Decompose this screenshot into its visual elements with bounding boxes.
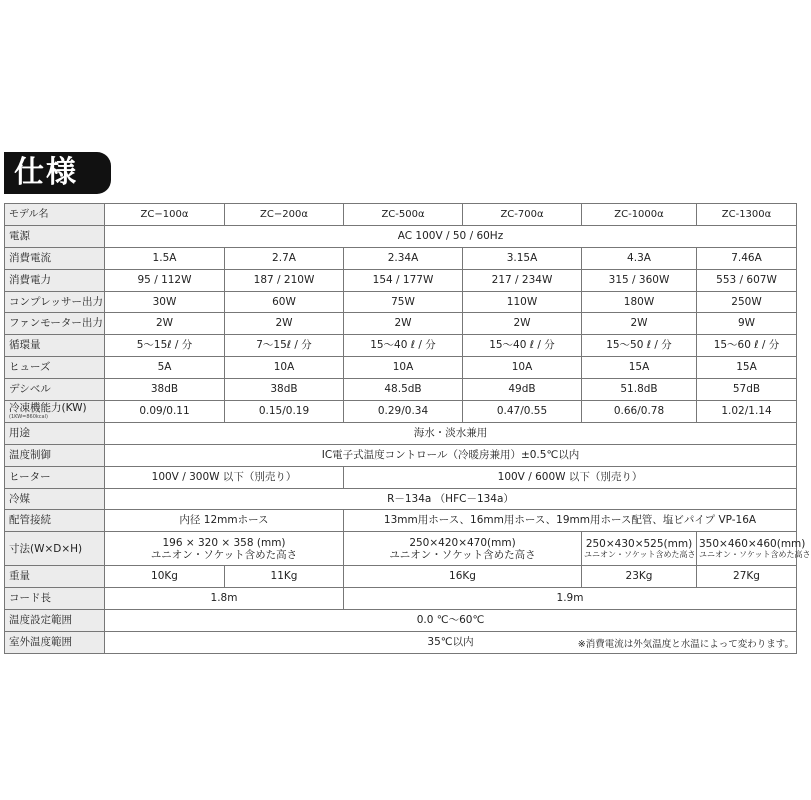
refrigerant-value: R－134a （HFC－134a）: [105, 488, 797, 510]
current-cell: 3.15A: [463, 247, 582, 269]
row-decibel: [5, 379, 797, 401]
row-fuse: [5, 357, 797, 379]
row-temp-control: [5, 444, 797, 466]
cord-length-cell: 1.9m: [344, 588, 797, 610]
cord-length-cell: 1.8m: [105, 588, 344, 610]
label-circulation: 循環量: [5, 335, 105, 357]
fuse-cell: 15A: [697, 357, 797, 379]
circulation-cell: 7～15ℓ / 分: [225, 335, 344, 357]
label-dimensions: 寸法(W×D×H): [5, 532, 105, 566]
label-power-source: 電源: [5, 225, 105, 247]
label-heater: ヒーター: [5, 466, 105, 488]
power-cell: 217 / 234W: [463, 269, 582, 291]
usage-value: 海水・淡水兼用: [105, 422, 797, 444]
model-cell: ZC−200α: [225, 204, 344, 226]
compressor-cell: 75W: [344, 291, 463, 313]
piping-cell: 内径 12mmホース: [105, 510, 344, 532]
dimension-note: ユニオン・ソケット含めた高さ: [584, 550, 696, 560]
circulation-cell: 15～40 ℓ / 分: [463, 335, 582, 357]
dimension-cell: [344, 532, 582, 566]
row-power: [5, 269, 797, 291]
model-cell: ZC-700α: [463, 204, 582, 226]
compressor-cell: 30W: [105, 291, 225, 313]
dimension-note: ユニオン・ソケット含めた高さ: [389, 548, 536, 561]
dimension-size: 350×460×460(mm): [699, 538, 806, 551]
row-cord-length: [5, 588, 797, 610]
cooling-cell: 0.47/0.55: [463, 401, 582, 423]
power-cell: 154 / 177W: [344, 269, 463, 291]
row-circulation: [5, 335, 797, 357]
row-dimensions: [5, 532, 797, 566]
label-piping: 配管接続: [5, 510, 105, 532]
circulation-cell: 15～60 ℓ / 分: [697, 335, 797, 357]
label-cooling-capacity: [5, 401, 105, 423]
weight-cell: 16Kg: [344, 566, 582, 588]
row-temp-range: [5, 610, 797, 632]
fan-motor-cell: 2W: [463, 313, 582, 335]
label-refrigerant: 冷媒: [5, 488, 105, 510]
spec-table: [4, 203, 811, 654]
row-model: [5, 204, 797, 226]
label-decibel: デシベル: [5, 379, 105, 401]
label-compressor: コンプレッサー出力: [5, 291, 105, 313]
decibel-cell: 57dB: [697, 379, 797, 401]
power-cell: 553 / 607W: [697, 269, 797, 291]
row-usage: [5, 422, 797, 444]
row-cooling-capacity: [5, 401, 797, 423]
circulation-cell: 5～15ℓ / 分: [105, 335, 225, 357]
temp-control-value: IC電子式温度コントロール（冷暖房兼用）±0.5℃以内: [105, 444, 797, 466]
power-cell: 315 / 360W: [582, 269, 697, 291]
footnote: ※消費電流は外気温度と水温によって変わります。: [577, 639, 794, 650]
current-cell: 2.34A: [344, 247, 463, 269]
model-cell: ZC−100α: [105, 204, 225, 226]
row-heater: [5, 466, 797, 488]
current-cell: 7.46A: [697, 247, 797, 269]
decibel-cell: 38dB: [225, 379, 344, 401]
current-cell: 2.7A: [225, 247, 344, 269]
label-outdoor-range: 室外温度範囲: [5, 632, 105, 654]
fan-motor-cell: 2W: [225, 313, 344, 335]
label-power: 消費電力: [5, 269, 105, 291]
piping-cell: 13mm用ホース、16mm用ホース、19mm用ホース配管、塩ビパイプ VP-16A: [344, 510, 797, 532]
dimension-note: ユニオン・ソケット含めた高さ: [150, 548, 298, 561]
fuse-cell: 10A: [225, 357, 344, 379]
decibel-cell: 49dB: [463, 379, 582, 401]
fuse-cell: 5A: [105, 357, 225, 379]
weight-cell: 27Kg: [697, 566, 797, 588]
dimension-cell: [582, 532, 697, 566]
label-weight: 重量: [5, 566, 105, 588]
decibel-cell: 51.8dB: [582, 379, 697, 401]
row-piping: [5, 510, 797, 532]
power-cell: 187 / 210W: [225, 269, 344, 291]
row-compressor: [5, 291, 797, 313]
cooling-cell: 1.02/1.14: [697, 401, 797, 423]
model-cell: ZC-1300α: [697, 204, 797, 226]
label-cord-length: コード長: [5, 588, 105, 610]
fan-motor-cell: 2W: [344, 313, 463, 335]
model-cell: ZC-500α: [344, 204, 463, 226]
power-source-value: AC 100V / 50 / 60Hz: [105, 225, 797, 247]
circulation-cell: 15～50 ℓ / 分: [582, 335, 697, 357]
decibel-cell: 48.5dB: [344, 379, 463, 401]
cooling-cell: 0.29/0.34: [344, 401, 463, 423]
cooling-capacity-label: 冷凍機能力(KW): [9, 401, 87, 414]
row-fan-motor: [5, 313, 797, 335]
heater-cell: 100V / 600W 以下（別売り）: [344, 466, 797, 488]
page-title: 仕様: [4, 152, 111, 194]
cooling-capacity-sublabel: (1KW=860kcal): [9, 413, 48, 420]
cooling-cell: 0.15/0.19: [225, 401, 344, 423]
fan-motor-cell: 9W: [697, 313, 797, 335]
compressor-cell: 180W: [582, 291, 697, 313]
dimension-size: 250×430×525(mm): [585, 538, 693, 551]
weight-cell: 10Kg: [105, 566, 225, 588]
compressor-cell: 110W: [463, 291, 582, 313]
row-refrigerant: [5, 488, 797, 510]
dimension-cell: [697, 532, 811, 566]
label-temp-range: 温度設定範囲: [5, 610, 105, 632]
label-usage: 用途: [5, 422, 105, 444]
label-fuse: ヒューズ: [5, 357, 105, 379]
model-cell: ZC-1000α: [582, 204, 697, 226]
row-power-source: [5, 225, 797, 247]
label-fan-motor: ファンモーター出力: [5, 313, 105, 335]
fuse-cell: 10A: [344, 357, 463, 379]
compressor-cell: 60W: [225, 291, 344, 313]
dimension-size: 196 × 320 × 358 (mm): [162, 536, 286, 549]
cooling-cell: 0.09/0.11: [105, 401, 225, 423]
outdoor-range-value: 35℃以内: [105, 632, 797, 654]
fuse-cell: 15A: [582, 357, 697, 379]
current-cell: 1.5A: [105, 247, 225, 269]
power-cell: 95 / 112W: [105, 269, 225, 291]
fan-motor-cell: 2W: [582, 313, 697, 335]
current-cell: 4.3A: [582, 247, 697, 269]
row-current: [5, 247, 797, 269]
circulation-cell: 15～40 ℓ / 分: [344, 335, 463, 357]
dimension-note: ユニオン・ソケット含めた高さ: [699, 550, 811, 560]
decibel-cell: 38dB: [105, 379, 225, 401]
dimension-size: 250×420×470(mm): [409, 536, 516, 549]
cooling-cell: 0.66/0.78: [582, 401, 697, 423]
compressor-cell: 250W: [697, 291, 797, 313]
row-weight: [5, 566, 797, 588]
dimension-cell: [105, 532, 344, 566]
weight-cell: 23Kg: [582, 566, 697, 588]
label-model: モデル名: [5, 204, 105, 226]
temp-range-value: 0.0 ℃～60℃: [105, 610, 797, 632]
label-temp-control: 温度制御: [5, 444, 105, 466]
label-current: 消費電流: [5, 247, 105, 269]
weight-cell: 11Kg: [225, 566, 344, 588]
heater-cell: 100V / 300W 以下（別売り）: [105, 466, 344, 488]
fuse-cell: 10A: [463, 357, 582, 379]
fan-motor-cell: 2W: [105, 313, 225, 335]
